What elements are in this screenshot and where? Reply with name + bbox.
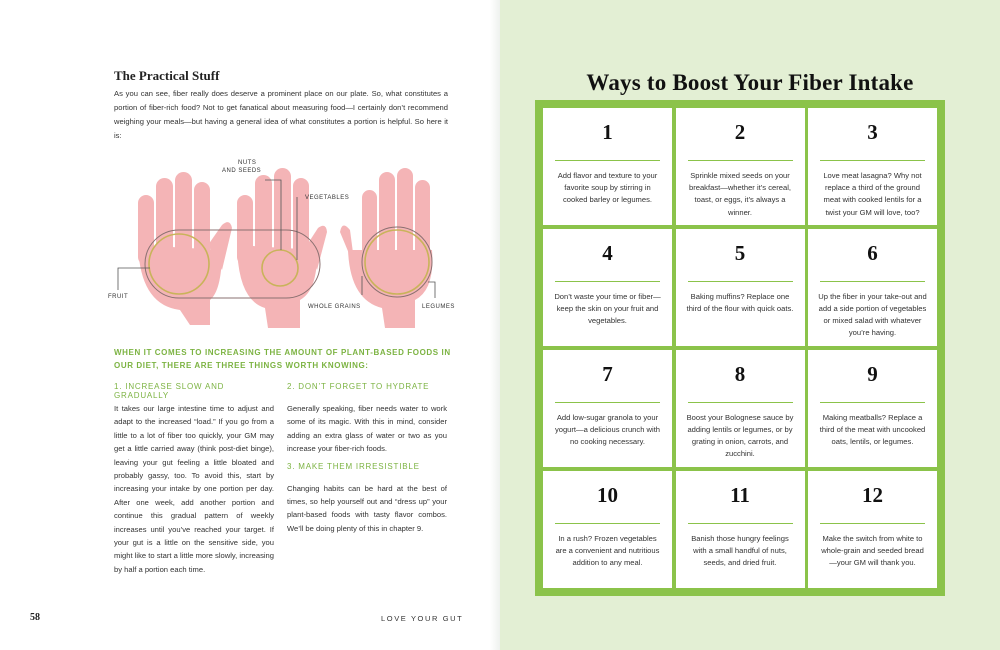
tip-card	[542, 470, 673, 589]
callout-heading: WHEN IT COMES TO INCREASING THE AMOUNT OF PLANT-BASED FOODS IN OUR DIET, THERE ARE THREE THINGS WORTH KNOWING:	[114, 348, 451, 370]
tip-text: Sprinkle mixed seeds on your breakfast—whether it’s cereal, toast, or eggs, it’s always a winner.	[688, 171, 791, 217]
tip-card	[807, 349, 938, 468]
tip-number: 4	[602, 240, 613, 265]
tip-divider	[555, 160, 660, 161]
tip-card	[675, 349, 806, 468]
label-vegetables: VEGETABLES	[305, 195, 350, 201]
tip-divider	[555, 523, 660, 524]
tip-text: Making meatballs? Replace a third of the meat with uncooked oats, lentils, or legumes.	[819, 412, 926, 447]
label-nuts: NUTS	[238, 160, 257, 166]
label-whole-grains: WHOLE GRAINS	[308, 304, 361, 310]
tip-text: Baking muffins? Replace one third of the flour with quick oats.	[686, 291, 794, 314]
page-number: 58	[30, 612, 40, 623]
tip-number: 1	[602, 120, 613, 144]
tip3-body: Changing habits can be hard at the best of times, so help yourself out and “dress up” your plant-based foods with tasty flavor combos. We’ll be doing plenty of this in chapter 9.	[287, 483, 447, 533]
tip-text: Don’t waste your time or fiber—keep the skin on your fruit and vegetables.	[554, 291, 661, 326]
tip-text: Boost your Bolognese sauce by adding lentils or legumes, or by grating in onion, carrots, and zucchini.	[686, 412, 794, 459]
tips-grid	[535, 100, 945, 596]
tip-divider	[688, 160, 793, 161]
column-left	[114, 382, 274, 576]
tip-text: Banish those hungry feelings with a small handful of nuts, seeds, and dried fruit.	[691, 533, 789, 568]
tip1-body: It takes our large intestine time to adjust and adapt to the increased “load.” If you go from a little to a lot of fiber too quickly, your GM may get a little carried away (think post-diet binge), leaving your gut feeling a little bloated and probably gassy, too. To avoid this, start by increasing your intake by one portion per day. After one week, add another portion and continue this gradual pattern of weekly increases until you’ve reached your target. If your gut is a little on the sensitive side, you might like to start a little more slowly, increasing by half a portion each time.	[114, 404, 274, 574]
tip-divider	[820, 523, 925, 524]
column-right	[287, 382, 447, 535]
tip-number: 9	[867, 361, 878, 386]
tip-card	[807, 228, 938, 347]
running-footer: LOVE YOUR GUT	[381, 614, 464, 623]
portion-hands-diagram	[100, 150, 460, 330]
label-fruit: FRUIT	[108, 294, 129, 300]
tip2-title: 2. DON’T FORGET TO HYDRATE	[287, 382, 430, 391]
tip-number: 10	[597, 482, 618, 507]
tip-number: 3	[867, 120, 878, 144]
tip-divider	[688, 523, 793, 524]
tip-number: 11	[730, 482, 750, 507]
tip-divider	[820, 402, 925, 403]
tip-number: 7	[602, 361, 613, 386]
tip-card	[807, 470, 938, 589]
tip-card	[542, 107, 673, 226]
tip-text: Make the switch from white to whole-grain and seeded bread—your GM will thank you.	[821, 533, 924, 568]
tip-number: 12	[862, 482, 883, 507]
tip-text: Love meat lasagna? Why not replace a third of the ground meat with cooked lentils for a twist your GM will love, too?	[823, 171, 922, 217]
tip-divider	[555, 281, 660, 282]
tip-text: Add low-sugar granola to your yogurt—a delicious crunch with no cooking necessary.	[554, 412, 661, 447]
tip-card	[542, 228, 673, 347]
tip-card	[675, 470, 806, 589]
tip-divider	[820, 281, 925, 282]
label-legumes: LEGUMES	[422, 304, 455, 310]
tip-card	[675, 107, 806, 226]
tip-divider	[688, 281, 793, 282]
tip-card	[675, 228, 806, 347]
tip-divider	[555, 402, 660, 403]
tip1-title: 1. INCREASE SLOW AND GRADUALLY	[114, 382, 225, 400]
section-heading: The Practical Stuff	[114, 68, 220, 83]
tip-number: 5	[734, 240, 746, 265]
intro-paragraph: As you can see, fiber really does deserve a prominent place on our plate. So, what constitutes a portion of fiber-rich food? Not to get fanatical about measuring food—I certainly don’t recommend weighing your meals—but having a general idea of what constitutes a portion is helpful. So here it is:	[114, 89, 448, 140]
tip-divider	[820, 160, 925, 161]
tip-number: 8	[734, 361, 746, 386]
left-hand-illustration	[138, 172, 232, 325]
tip2-body: Generally speaking, fiber needs water to work some of its magic. With this in mind, consider adding an extra glass of water or two as you increase your fiber-rich foods.	[287, 404, 447, 454]
tip-text: Add flavor and texture to your favorite soup by stirring in cooked barley or legumes.	[557, 171, 658, 205]
tip3-title: 3. MAKE THEM IRRESISTIBLE	[287, 461, 420, 471]
tip-divider	[688, 402, 793, 403]
tip-card	[807, 107, 938, 226]
tip-number: 6	[867, 240, 878, 265]
tip-text: Up the fiber in your take-out and add a side portion of vegetables or mixed salad with whatever you’re having.	[818, 291, 927, 338]
tip-card	[542, 349, 673, 468]
tip-number: 2	[734, 120, 746, 144]
page-title: Ways to Boost Your Fiber Intake	[586, 70, 914, 95]
tip-text: In a rush? Frozen vegetables are a convenient and nutritious addition to any meal.	[555, 533, 660, 568]
label-nuts-seeds: AND SEEDS	[222, 168, 262, 174]
